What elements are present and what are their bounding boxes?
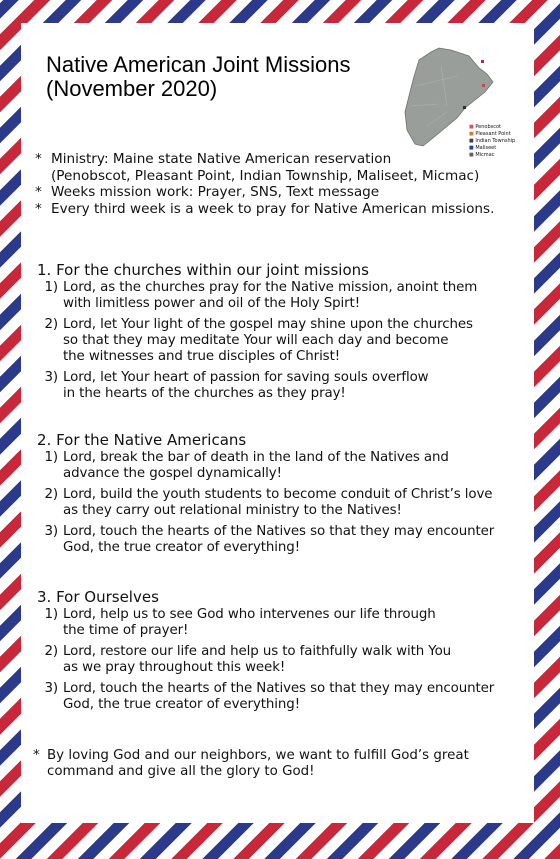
section-heading: 2. For the Native Americans (37, 431, 247, 449)
prayer-item: 2) Lord, restore our life and help us to faithfully walk with You as we pray throughout this week! (44, 644, 452, 675)
page-title (46, 53, 350, 101)
prayer-item: 1) Lord, as the churches pray for the Native mission, anoint them with limitless power and oil of the Holy Spirt! (44, 280, 478, 311)
ministry-info-list (35, 151, 494, 217)
prayer-section-churches (37, 262, 527, 407)
prayer-section-ourselves (37, 589, 527, 718)
info-bullet: * Weeks mission work: Prayer, SNS, Text message (35, 184, 380, 200)
legend-item: ■ Penobscot (469, 124, 502, 130)
legend-item: ■ Maliseet (469, 145, 497, 151)
prayer-item: 1) Lord, break the bar of death in the land of the Natives and advance the gospel dynamically! (44, 450, 449, 481)
prayer-section-native-americans (37, 432, 527, 561)
legend-item: ■ Pleasant Point (469, 131, 511, 137)
info-bullet: * Every third week is a week to pray for Native American missions. (35, 200, 495, 217)
prayer-item: 2) Lord, build the youth students to become conduit of Christ’s love as they carry out relational ministry to the Natives! (44, 487, 493, 518)
section-heading: 1. For the churches within our joint missions (37, 261, 369, 279)
prayer-item: 3) Lord, let Your heart of passion for saving souls overflow in the hearts of the churches as they pray! (44, 370, 429, 401)
section-heading: 3. For Ourselves (37, 588, 159, 606)
indian-township-marker (463, 106, 466, 109)
maine-reservation-map (397, 46, 525, 156)
prayer-item: 1) Lord, help us to see God who intervenes our life through the time of prayer! (44, 607, 436, 638)
title-line-2: (November 2020) (46, 76, 218, 101)
prayer-item: 3) Lord, touch the hearts of the Natives so that they may encounter God, the true creator of everything! (44, 681, 495, 712)
info-bullet: * Ministry: Maine state Native American reservation (35, 151, 392, 167)
legend-item: ■ Indian Township (469, 138, 516, 144)
closing-statement: * By loving God and our neighbors, we want to fulfill God’s great command and give all the glory to God! (33, 748, 469, 779)
penobscot-marker (481, 60, 484, 63)
info-bullet-continuation: (Penobscot, Pleasant Point, Indian Township, Maliseet, Micmac) (51, 167, 480, 184)
pleasant-point-marker (482, 84, 485, 87)
title-line-1: Native American Joint Missions (46, 52, 351, 77)
legend-item: ■ Micmac (469, 152, 495, 158)
flyer-page (21, 23, 534, 823)
prayer-item: 2) Lord, let Your light of the gospel may shine upon the churches so that they may meditate Your will each day and become the witnesses and true disciples of Christ! (44, 317, 473, 364)
prayer-item: 3) Lord, touch the hearts of the Natives so that they may encounter God, the true creator of everything! (44, 524, 495, 555)
